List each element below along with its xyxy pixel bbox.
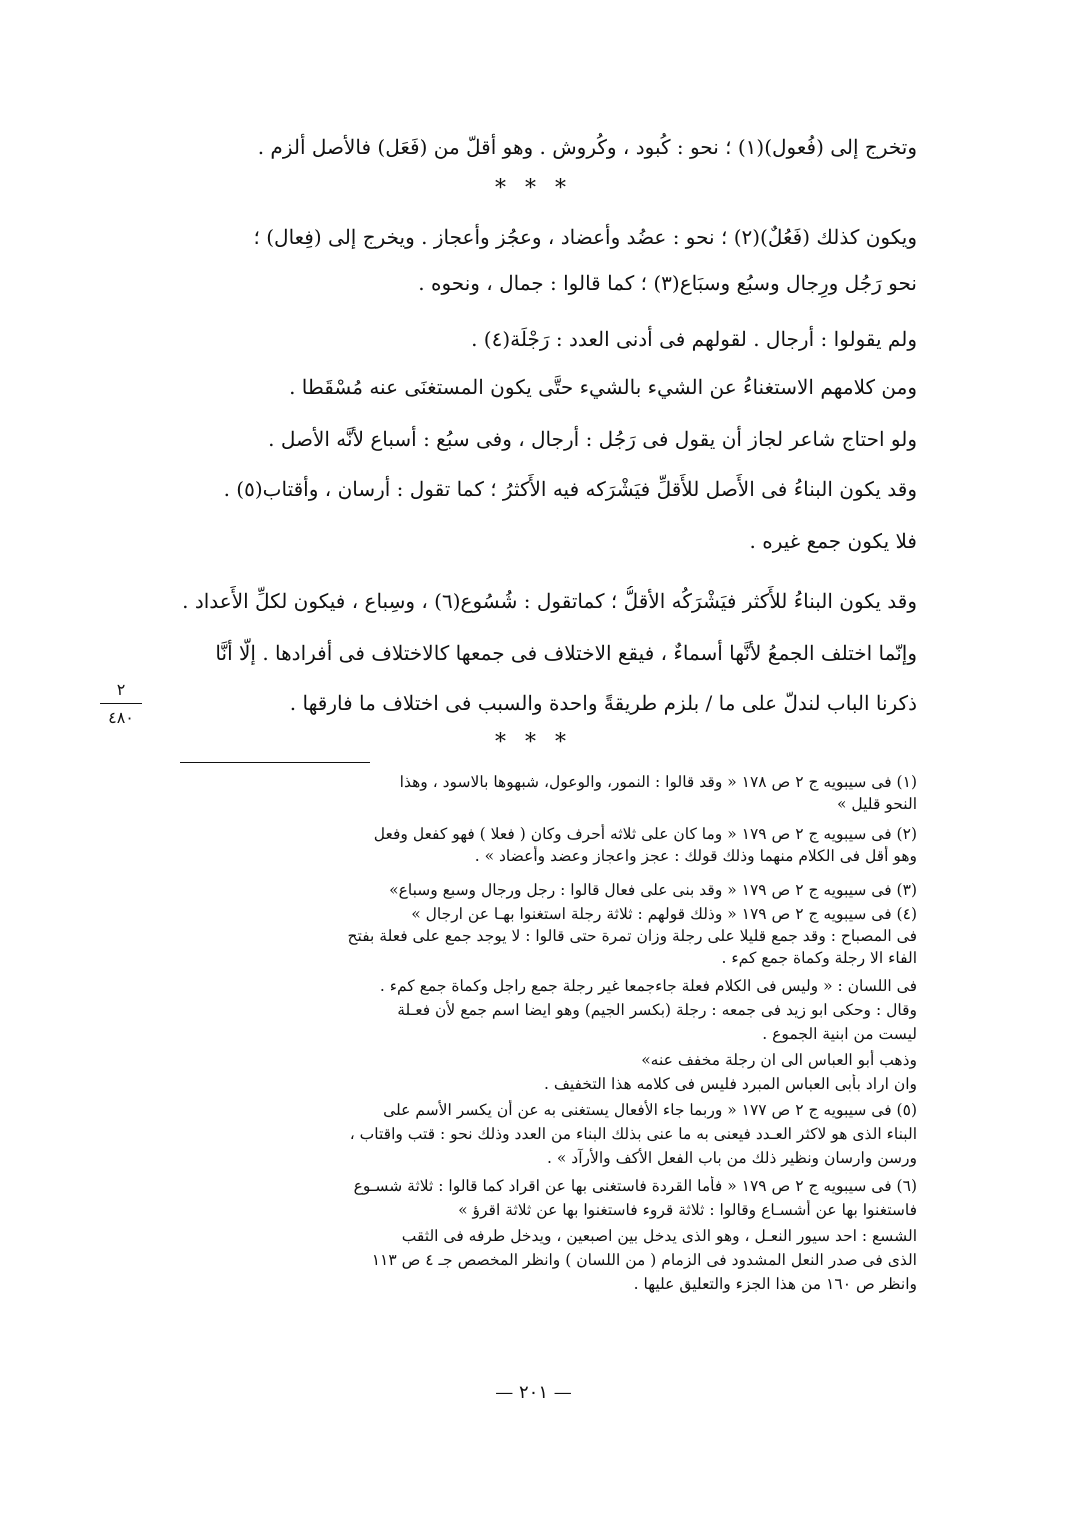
footnote-line: وهو أقل فى الكلام منهما وذلك قولك : عجز واعجاز وعضد وأعضاد » .: [474, 847, 917, 865]
footnote-line: (٢) فى سيبويه ج ٢ ص ١٧٩ « وما كان على ثلاثه أحرف وكان ( فعلا ) فهو كفعل وفعل: [373, 825, 917, 843]
footnote-line: وانظر ص ١٦٠ من هذا الجزء والتعليق عليها .: [633, 1275, 917, 1293]
footnote-line: الذى فى صدر النعل المشدود فى الزمام ( من اللسان ) وانظر المخصص جـ ٤ ص ١١٣: [371, 1251, 917, 1269]
footnote-line: وقال : وحكى ابو زيد فى جمعه : رجلة (بكسر الجيم) وهو ايضا اسم جمع لأن فعـلة: [397, 1001, 917, 1019]
footnote-line: (٦) فى سيبويه ج ٢ ص ١٧٩ « فأما القردة فاستغنى بها عن اقراد كما قالوا : ثلاثة شسـوع: [353, 1177, 917, 1195]
footnote-line: فى اللسان : « وليس فى الكلام فعلة جاءجمعا غير رجلة جمع راجل وكماة جمع كمء .: [379, 977, 917, 995]
text-line-8: فلا يكون جمع غيره .: [749, 529, 917, 553]
footnote-line: وان اراد بأبى العباس المبرد فليس فى كلامه هذا التخفيف .: [543, 1075, 917, 1093]
text-line-7: وقد يكون البناءُ فى الأَصل للأَقلِّ فيَشْرَكه فيه الأَكثرُ ؛ كما تقول : أرسان ، وأقتاب(٥) .: [223, 477, 917, 501]
footnote-line: الفاء الا رجلة وكماة جمع كمء .: [721, 949, 917, 967]
footnote-line: النحو قليل »: [836, 795, 917, 813]
footnote-line: (٤) فى سيبويه ج ٢ ص ١٧٩ « وذلك قولهم : ثلاثة رجلة استغنوا بهـا عن ارجال »: [411, 905, 917, 923]
footnote-line: (٣) فى سيبويه ج ٢ ص ١٧٩ « وقد بنى على فعال قالوا : رجل ورجال وسبع وسباع»: [389, 881, 917, 899]
text-line-4: ولم يقولوا : أرجال . لقولهم فى أدنى العدد : رَجْلَة(٤) .: [471, 327, 917, 351]
footnote-divider: [180, 762, 370, 763]
text-line-9: وقد يكون البناءُ للأَكثر فيَشْرَكُه الأقلُّ ؛ كماتقول : شُسُوع(٦) ، وسِباع ، فيكون لكلِّ الأَعداد .: [182, 589, 917, 613]
page-number: — ٢٠١ —: [495, 1382, 572, 1403]
margin-page: ٤٨٠: [108, 708, 134, 727]
section-separator: * * *: [495, 176, 572, 201]
text-line-2: ويكون كذلك (فَعُلٌ)(٢) ؛ نحو : عضُد وأعضاد ، وعجُز وأعجاز . ويخرج إلى (فِعال) ؛: [253, 225, 917, 249]
text-line-11: ذكرنا الباب لندلّ على ما / بلزم طريقةً واحدة والسبب فى اختلاف ما فارقها .: [289, 691, 917, 715]
margin-reference: [96, 680, 146, 727]
margin-volume: ٢: [116, 680, 126, 699]
footnote-line: ليست من ابنية الجموع .: [762, 1025, 917, 1043]
section-separator: * * *: [495, 730, 572, 755]
text-line-1: وتخرج إلى (فُعول)(١) ؛ نحو : كُبود ، وكُروش . وهو أقلّ من (فَعَل) فالأصل ألزم .: [257, 135, 917, 159]
footnote-line: ورسن وارسان ونظير ذلك من باب الفعل الأكف والأرآد » .: [547, 1149, 917, 1167]
footnote-line: فى المصباح : وقد جمع قليلا على رجلة وزان تمرة حتى قالوا : لا يوجد جمع على فعلة بفتح: [347, 927, 917, 945]
footnote-line: الشسع : احد سيور النعـل ، وهو الذى يدخل بين اصبعين ، ويدخل طرفه فى الثقب: [401, 1227, 917, 1245]
footnote-line: فاستغنوا بها عن أشسـاع وقالوا : ثلاثة قروء فاستغنوا بها عن ثلاثة اقرؤ »: [458, 1201, 917, 1219]
text-line-10: وإنّما اختلف الجمعُ لأنَّها أسماءٌ ، فيقع الاختلاف فى جمعها كالاختلاف فى أفرادها . إلَّا أنَّا: [215, 641, 917, 665]
text-line-6: ولو احتاج شاعر لجاز أن يقول فى رَجُل : أرجال ، وفى سبُع : أسباع لأنَّه الأصل .: [268, 427, 917, 451]
margin-rule: [100, 703, 142, 704]
footnote-line: (١) فى سيبويه ج ٢ ص ١٧٨ « وقد قالوا : النمور، والوعول، شبهوها بالاسود ، وهذا: [399, 773, 917, 791]
text-line-5: ومن كلامهم الاستغناءُ عن الشيء بالشيء حتَّى يكون المستغنَى عنه مُسْقَطا .: [289, 375, 917, 399]
footnote-line: البناء الذى هو لاكثر العـدد فيعنى به ما عنى بذلك البناء من العدد وذلك نحو : قتب واقتاب ،: [349, 1125, 917, 1143]
footnote-line: (٥) فى سيبويه ج ٢ ص ١٧٧ « وربما جاء الأفعال يستغنى به عن أن يكسر الأسم على: [383, 1101, 917, 1119]
footnote-line: وذهب أبو العباس الى ان رجلة مخفف عنه»: [641, 1051, 917, 1069]
text-line-3: نحو رَجُل ورِجال وسبُع وسبَاع(٣) ؛ كما قالوا : جمال ، ونحوه .: [418, 271, 917, 295]
